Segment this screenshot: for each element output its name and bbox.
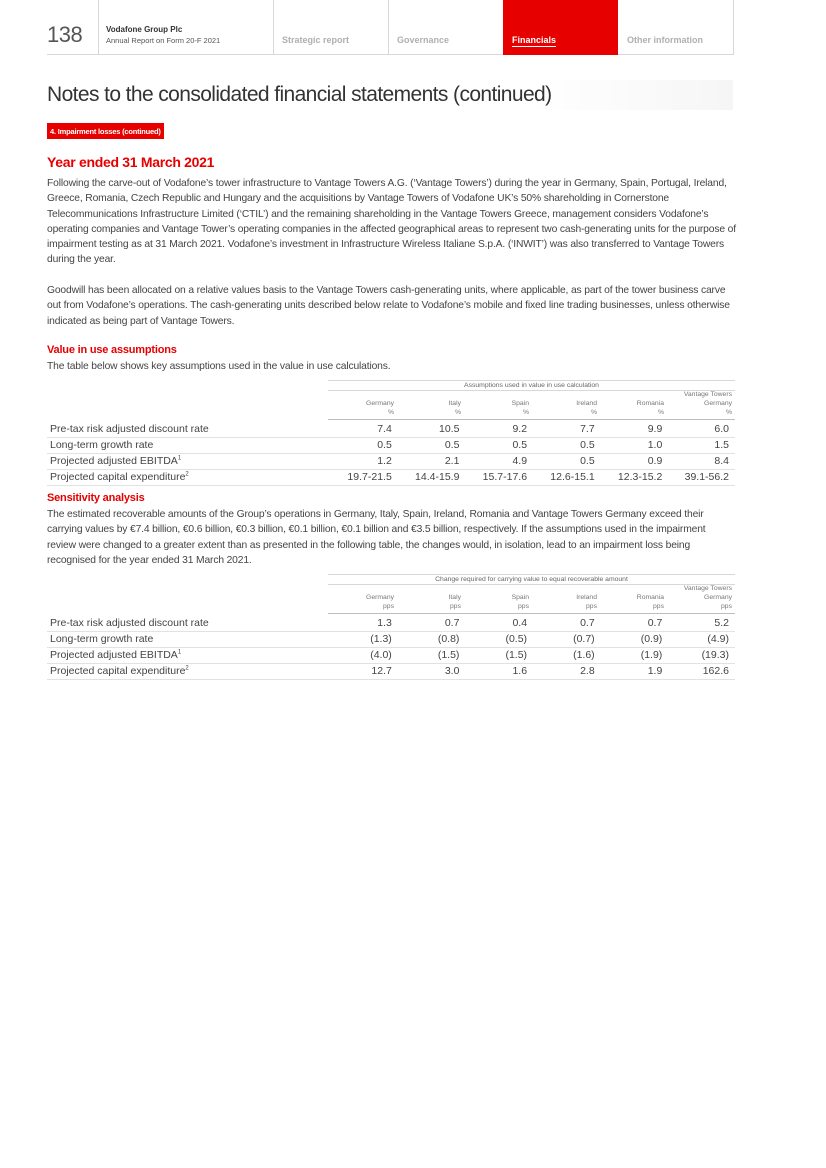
value-in-use-intro: The table below shows key assumptions used in the value in use calculations. — [47, 361, 391, 372]
sensitivity-intro: The estimated recoverable amounts of the Group’s operations in Germany, Italy, Spain, Ireland, Romania and Vantage Towers Germany exceed their carrying values by €7.4 billion, €0.6 billion, €0.3 billion, €0.1 billion, €0.1 billion and €3.5 billion, respectively. If the assumptions used in the impairment review were changed to a greater extent than as presented in the following table, the changes would, in isolation, lead to an impairment loss being recognised for the year ended 31 March 2021. — [47, 509, 706, 566]
column-header-line: Italy — [448, 594, 461, 601]
table-cell: 1.5 — [667, 438, 735, 454]
nav-other-information[interactable] — [618, 0, 733, 55]
column-header — [334, 593, 394, 611]
row-label: Projected adjusted EBITDA$^1$ — [47, 648, 329, 664]
column-header-line: Romania — [636, 400, 664, 407]
table-cell: 0.7 — [600, 616, 668, 632]
column-header-line: Germany — [704, 400, 732, 407]
table-cell: 0.7 — [532, 616, 600, 632]
table-cell: (1.6) — [532, 648, 600, 664]
table-cell: 1.2 — [329, 454, 397, 470]
column-header — [604, 399, 664, 417]
table-cell: (0.5) — [464, 632, 532, 648]
table-cell: 39.1-56.2 — [667, 470, 735, 486]
footnote-marker: 2 — [185, 665, 189, 672]
column-headers — [328, 391, 735, 420]
table-row — [47, 438, 735, 454]
table-cell: 0.9 — [600, 454, 668, 470]
column-header-line: Ireland — [576, 400, 597, 407]
column-header — [537, 399, 597, 417]
row-label: Pre-tax risk adjusted discount rate — [47, 422, 329, 438]
table-cell: 10.5 — [397, 422, 465, 438]
table-caption: Change required for carrying value to equal recoverable amount — [328, 574, 735, 585]
table-cell: (4.0) — [329, 648, 397, 664]
row-label: Projected capital expenditure$^2$ — [47, 664, 329, 680]
row-label: Projected capital expenditure$^2$ — [47, 470, 329, 486]
column-header — [469, 399, 529, 417]
column-header-line: Germany — [366, 400, 394, 407]
sensitivity-table-header — [328, 574, 735, 614]
nav-label: Financials — [512, 35, 557, 45]
header-divider — [98, 0, 99, 55]
table-cell: (0.9) — [600, 632, 668, 648]
page-number: 138 — [47, 22, 83, 47]
nav-label: Strategic report — [282, 35, 350, 45]
sensitivity-table — [47, 616, 735, 680]
company-name: Vodafone Group Plc — [106, 25, 183, 34]
goodwill-paragraph: Goodwill has been allocated on a relative values basis to the Vantage Towers cash-generating units, where applicable, as part of the tower business carve out from Vodafone’s operations. The cash-generating units described below relate to Vodafone’s mobile and fixed line trading businesses, unless otherwise indicated as being part of Vantage Towers. — [47, 285, 730, 327]
column-header-line: % — [522, 409, 529, 416]
column-header-line: % — [725, 409, 732, 416]
column-header — [672, 390, 732, 417]
table-cell: 1.0 — [600, 438, 668, 454]
table-cell: 8.4 — [667, 454, 735, 470]
column-headers — [328, 585, 735, 614]
section-badge: 4. Impairment losses (continued) — [47, 123, 164, 139]
table-cell: (1.5) — [397, 648, 465, 664]
table-cell: 5.2 — [667, 616, 735, 632]
header-divider — [733, 0, 734, 55]
table-row — [47, 664, 735, 680]
table-cell: 7.7 — [532, 422, 600, 438]
table-cell: 1.6 — [464, 664, 532, 680]
column-header-line: % — [387, 409, 394, 416]
table-cell: 6.0 — [667, 422, 735, 438]
table-cell: 12.7 — [329, 664, 397, 680]
column-header — [672, 584, 732, 611]
column-header-line: % — [657, 409, 664, 416]
table-cell: 7.4 — [329, 422, 397, 438]
table-cell: 0.5 — [532, 454, 600, 470]
row-label: Pre-tax risk adjusted discount rate — [47, 616, 329, 632]
page-header — [47, 0, 733, 55]
table-cell: (4.9) — [667, 632, 735, 648]
column-header — [537, 593, 597, 611]
column-header-line: pps — [721, 603, 732, 610]
nav-label: Governance — [397, 35, 450, 45]
table-cell: 2.1 — [397, 454, 465, 470]
column-header-line: pps — [383, 603, 394, 610]
column-header-line: Romania — [636, 594, 664, 601]
column-header — [604, 593, 664, 611]
column-header-line: pps — [586, 603, 597, 610]
table-cell: 12.3-15.2 — [600, 470, 668, 486]
column-header-line: pps — [653, 603, 664, 610]
table-cell: 0.5 — [329, 438, 397, 454]
footnote-marker: 2 — [185, 471, 189, 478]
column-header-line: % — [590, 409, 597, 416]
footnote-marker: 1 — [177, 455, 182, 462]
report-name: Annual Report on Form 20-F 2021 — [106, 36, 221, 45]
column-header-line: % — [454, 409, 461, 416]
column-header-line: Germany — [704, 594, 732, 601]
table-cell: 9.9 — [600, 422, 668, 438]
table-caption: Assumptions used in value in use calculation — [328, 380, 735, 391]
table-cell: 15.7-17.6 — [464, 470, 532, 486]
nav-strategic-report[interactable] — [273, 0, 388, 55]
table-row — [47, 470, 735, 486]
sensitivity-heading: Sensitivity analysis — [47, 492, 145, 504]
page-title: Notes to the consolidated financial statements (continued) — [47, 80, 733, 110]
table-cell: 0.5 — [464, 438, 532, 454]
table-cell: 3.0 — [397, 664, 465, 680]
table-cell: 1.3 — [329, 616, 397, 632]
table-row — [47, 616, 735, 632]
table-cell: (1.9) — [600, 648, 668, 664]
value-in-use-table-header — [328, 380, 735, 420]
table-cell: 1.9 — [600, 664, 668, 680]
table-row — [47, 454, 735, 470]
row-label: Long-term growth rate — [47, 632, 329, 648]
table-row — [47, 632, 735, 648]
column-header-line: Spain — [511, 400, 529, 407]
table-cell: 19.7-21.5 — [329, 470, 397, 486]
table-cell: (0.8) — [397, 632, 465, 648]
table-cell: (1.5) — [464, 648, 532, 664]
row-label: Projected adjusted EBITDA$^1$ — [47, 454, 329, 470]
brand-block — [106, 24, 266, 46]
column-header-line: Spain — [511, 594, 529, 601]
value-in-use-heading: Value in use assumptions — [47, 344, 177, 356]
column-header-line: Ireland — [576, 594, 597, 601]
table-cell: 14.4-15.9 — [397, 470, 465, 486]
table-cell: 0.4 — [464, 616, 532, 632]
table-cell: 0.7 — [397, 616, 465, 632]
nav-label: Other information — [627, 35, 703, 45]
column-header-line: Italy — [448, 400, 461, 407]
footnote-marker: 1 — [177, 649, 182, 656]
intro-paragraph: Following the carve-out of Vodafone’s tower infrastructure to Vantage Towers A.G. (‘Vantage Towers’) during the year in Germany, Spain, Portugal, Ireland, Greece, Romania, Czech Republic and Hungary and the acquisitions by Vantage Towers of Vodafone UK’s 50% shareholding in Cornerstone Telecommunications Infrastructure Limited (‘CTIL’) and the remaining shareholding in the Vantage Towers Greece, management considers Vodafone’s operating companies and Vantage Tower’s operating companies in the affected geographical areas to represent two cash-generating units for the purpose of impairment testing as at 31 March 2021. Vodafone’s investment in Infrastructure Wireless Italiane S.p.A. (‘INWIT’) was also transferred to Vantage Towers during the year. — [47, 178, 736, 266]
table-cell: 162.6 — [667, 664, 735, 680]
column-header-line: pps — [450, 603, 461, 610]
nav-financials[interactable] — [503, 0, 618, 55]
table-cell: 0.5 — [397, 438, 465, 454]
nav-governance[interactable] — [388, 0, 503, 55]
table-row — [47, 422, 735, 438]
table-cell: (1.3) — [329, 632, 397, 648]
section-heading: Year ended 31 March 2021 — [47, 154, 215, 170]
column-header — [469, 593, 529, 611]
table-row — [47, 648, 735, 664]
column-header-line: Vantage Towers — [683, 585, 732, 592]
table-cell: 4.9 — [464, 454, 532, 470]
column-header-line: Germany — [366, 594, 394, 601]
table-cell: 0.5 — [532, 438, 600, 454]
table-cell: 12.6-15.1 — [532, 470, 600, 486]
row-label: Long-term growth rate — [47, 438, 329, 454]
table-cell: 2.8 — [532, 664, 600, 680]
column-header-line: pps — [518, 603, 529, 610]
column-header — [401, 593, 461, 611]
column-header — [334, 399, 394, 417]
table-cell: (0.7) — [532, 632, 600, 648]
column-header — [401, 399, 461, 417]
table-cell: (19.3) — [667, 648, 735, 664]
column-header-line: Vantage Towers — [683, 391, 732, 398]
table-cell: 9.2 — [464, 422, 532, 438]
value-in-use-table — [47, 422, 735, 486]
